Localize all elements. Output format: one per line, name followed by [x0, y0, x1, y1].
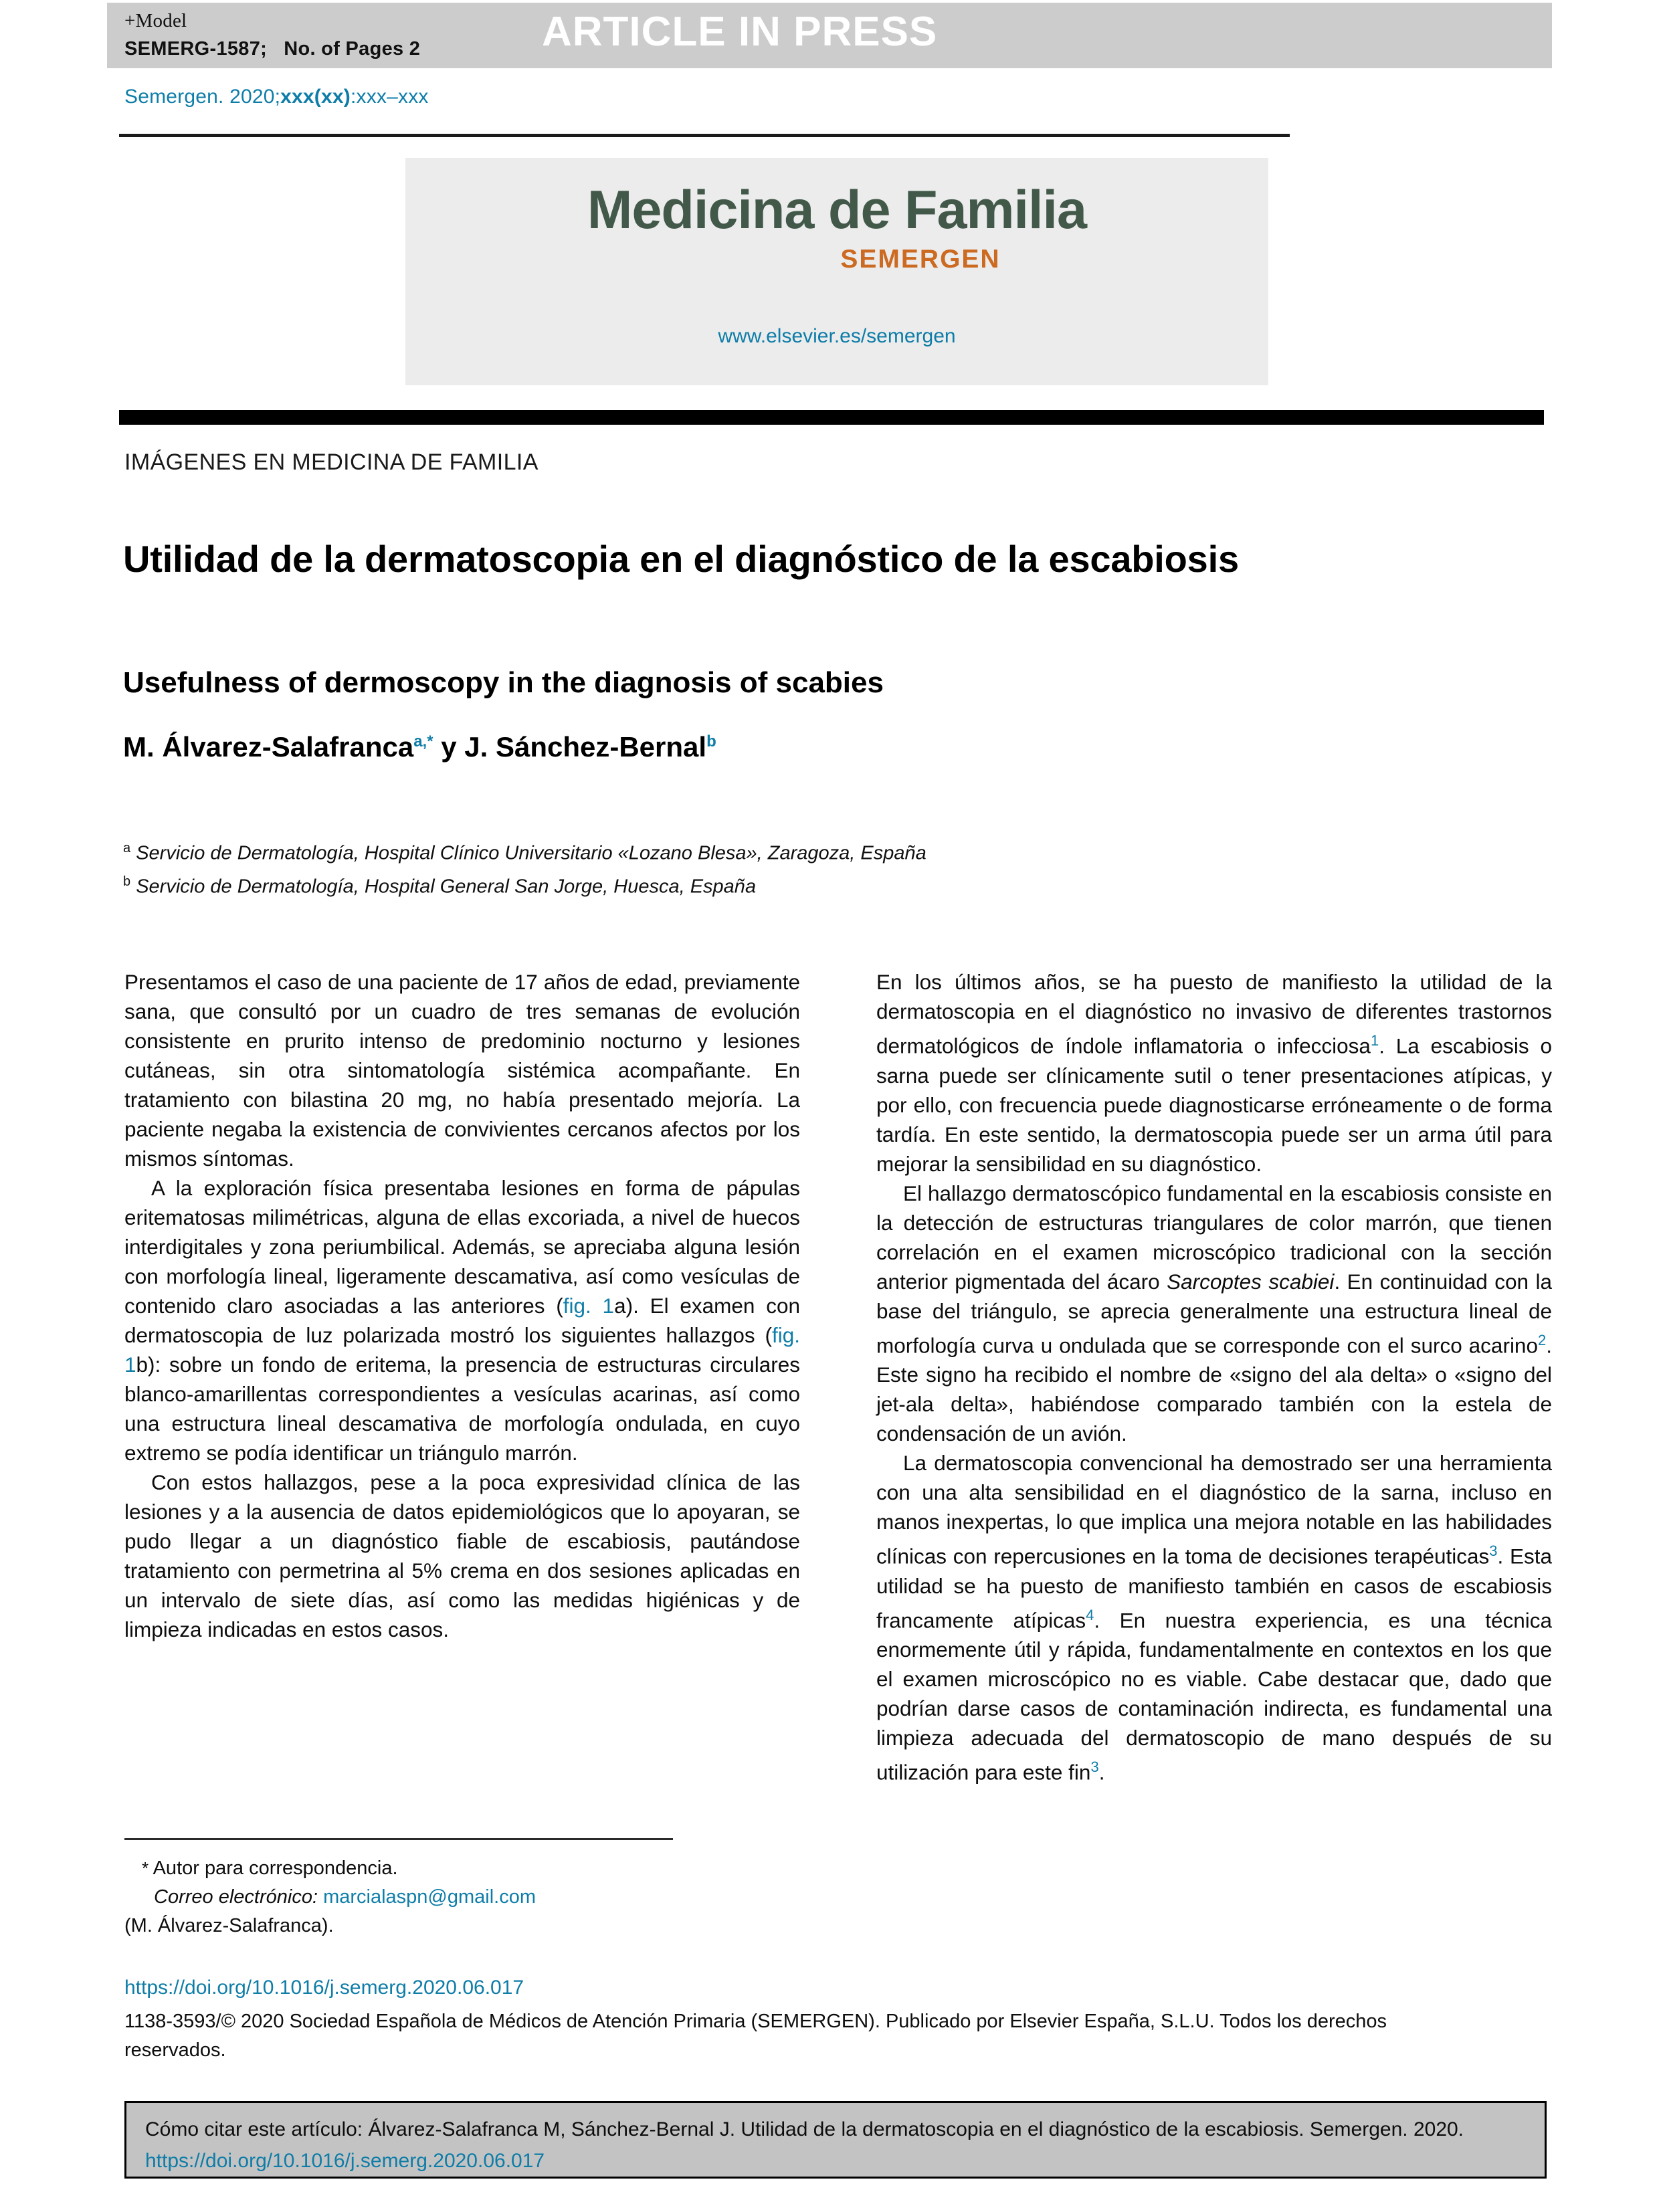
journal-logo-box — [405, 158, 1268, 385]
affiliation-text-a: Servicio de Dermatología, Hospital Clínico Universitario «Lozano Blesa», Zaragoza, España — [136, 842, 926, 864]
citation-marker[interactable]: 3 — [1489, 1542, 1498, 1559]
correspondence-author: (M. Álvarez-Salafranca). — [124, 1915, 334, 1936]
page-subtitle-english: Usefulness of dermoscopy in the diagnosis of scabies — [123, 666, 884, 699]
manuscript-id-line: SEMERG-1587; No. of Pages 2 — [124, 38, 421, 60]
correspondence-block — [124, 1854, 800, 1940]
how-to-cite-text — [145, 2114, 1529, 2177]
copyright-notice: 1138-3593/© 2020 Sociedad Española de Médicos de Atención Primaria (SEMERGEN). Publicado por Elsevier España, S.L.U. Todos los derechos reservados. — [124, 2011, 1387, 2061]
paragraph: A la exploración física presentaba lesiones en forma de pápulas eritematosas milimétricas, alguna de ellas excoriada, a nivel de huecos interdigitales y zona periumbilical. Además, se apreciaba alguna lesión con morfología lineal, ligeramente descamativa, así como vesículas de contenido claro asociadas a las anteriores (fig. 1a). El examen con dermatoscopia de luz polarizada mostró los siguientes hallazgos (fig. 1b): sobre un fondo de eritema, la presencia de estructuras circulares blanco-amarillentas correspondientes a vesículas acarinas, así como una estructura lineal descamativa de morfología ondulada, en cuyo extremo se podía identificar un triángulo marrón. — [124, 1176, 801, 1465]
email-line — [124, 1883, 800, 1912]
citation-marker[interactable]: 4 — [1086, 1606, 1094, 1623]
paragraph: Presentamos el caso de una paciente de 17 años de edad, previamente sana, que consultó por un cuadro de tres semanas de evolución consistente en prurito intenso de predominio nocturno y lesiones cutáneas, sin otra sintomatología sistémica acompañante. En tratamiento con bilastina 20 mg, no había presentado mejoría. La paciente negaba la existencia de convivientes cercanos afectos por los mismos síntomas. — [124, 970, 800, 1171]
how-to-cite-doi-link[interactable]: https://doi.org/10.1016/j.semerg.2020.06.017 — [145, 2150, 545, 2172]
author-list — [123, 731, 1327, 763]
author-2-affiliation-marker: b — [706, 732, 716, 750]
paragraph: La dermatoscopia convencional ha demostrado ser una herramienta con una alta sensibilidad en el diagnóstico de la sarna, incluso en manos inexpertas, lo que implica una mejora notable en las habilidades clínicas con repercusiones en la toma de decisiones terapéuticas$^3$. Esta utilidad se ha puesto de manifiesto también en casos de escabiosis francamente atípicas$^4$. En nuestra experiencia, es una técnica enormemente útil y rápida, fundamentalmente en contextos en los que el examen microscópico no es viable. Cabe destacar que, dado que podrían darse casos de contaminación indirecta, es fundamental una limpieza adecuada del dermatoscopio de mano después de su utilización para este fin$^3$. — [876, 1451, 1553, 1785]
doi-link[interactable]: https://doi.org/10.1016/j.semerg.2020.06.017 — [124, 1977, 524, 1999]
paragraph: El hallazgo dermatoscópico fundamental en la escabiosis consiste en la detección de estructuras triangulares de color marrón, que tienen correlación en el examen microscópico tradicional con la sección anterior pigmentada del ácaro Sarcoptes scabiei. En continuidad con la base del triángulo, se aprecia generalmente una estructura lineal de morfología curva u ondulada que se corresponde con el surco acarino$^2$. Este signo ha recibido el nombre de «signo del ala delta» o «signo del jet-ala delta», habiéndose comparado también con la estela de condensación de un avión. — [876, 1181, 1552, 1445]
correspondence-line — [124, 1854, 800, 1883]
author-name-2[interactable]: J. Sánchez-Bernal — [464, 731, 707, 763]
asterisk-marker: * — [142, 1858, 149, 1878]
author-name-1[interactable]: M. Álvarez-Salafranca — [123, 731, 414, 763]
author-conjunction: y — [433, 731, 465, 763]
article-in-press-label: ARTICLE IN PRESS — [542, 9, 938, 55]
citation-marker[interactable]: 2 — [1537, 1331, 1547, 1348]
manuscript-meta — [124, 7, 593, 63]
affiliation-marker-a: a — [123, 841, 131, 856]
body-column-left — [124, 967, 800, 1644]
how-to-cite-box — [124, 2101, 1547, 2179]
affiliation-text-b: Servicio de Dermatología, Hospital General San Jorge, Huesca, España — [136, 876, 757, 898]
email-link[interactable]: marcialaspn@gmail.com — [323, 1886, 536, 1908]
body-column-right — [876, 967, 1552, 1787]
journal-website-link[interactable]: www.elsevier.es/semergen — [718, 325, 956, 347]
thick-black-rule — [119, 410, 1544, 425]
journal-citation-line[interactable]: Semergen. 2020;xxx(xx):xxx–xxx — [124, 86, 429, 108]
email-label: Correo electrónico: — [154, 1886, 318, 1908]
affiliation-item — [123, 868, 1394, 901]
species-name: Sarcoptes scabiei — [1167, 1269, 1335, 1294]
paragraph: Con estos hallazgos, pese a la poca expresividad clínica de las lesiones y a la ausencia de datos epidemiológicos que lo apoyaran, se pudo llegar a un diagnóstico fiable de escabiosis, pautándose tratamiento con permetrina al 5% crema en dos sesiones aplicadas en un intervalo de siete días, así como las medidas higiénicas y de limpieza indicadas en estos casos. — [124, 1470, 800, 1641]
journal-logo-title: Medicina de Familia — [587, 180, 1087, 240]
affiliation-marker-b: b — [123, 874, 131, 889]
figure-reference[interactable]: fig. 1 — [563, 1294, 615, 1318]
section-label: IMÁGENES EN MEDICINA DE FAMILIA — [124, 449, 539, 475]
affiliation-item — [123, 834, 1394, 868]
paragraph: En los últimos años, se ha puesto de manifiesto la utilidad de la dermatoscopia en el diagnóstico no invasivo de diferentes trastornos dermatológicos de índole inflamatoria o infecciosa$^1$. La escabiosis o sarna puede ser clínicamente sutil o tener presentaciones atípicas, y por ello, con frecuencia puede diagnosticarse erróneamente o de forma tardía. En este sentido, la dermatoscopia puede ser un arma útil para mejorar la sensibilidad en su diagnóstico. — [876, 970, 1552, 1176]
correspondence-label: Autor para correspondencia. — [153, 1857, 398, 1879]
header-divider-rule — [119, 134, 1290, 137]
citation-marker[interactable]: 3 — [1090, 1758, 1099, 1775]
affiliations-block — [123, 834, 1394, 900]
citation-marker[interactable]: 1 — [1370, 1032, 1379, 1049]
figure-reference[interactable]: fig. 1 — [124, 1323, 800, 1377]
page-title: Utilidad de la dermatoscopia en el diagnóstico de la escabiosis — [123, 537, 1239, 580]
journal-logo-subtitle: SEMERGEN — [840, 245, 1001, 274]
footnote-divider-rule — [124, 1838, 673, 1840]
model-tag: +Model — [124, 10, 187, 31]
author-1-affiliation-marker: a,* — [413, 732, 433, 750]
how-to-cite-sentence: Cómo citar este artículo: Álvarez-Salafranca M, Sánchez-Bernal J. Utilidad de la dermatoscopia en el diagnóstico de la escabiosis. Semergen. 2020. — [145, 2118, 1464, 2140]
